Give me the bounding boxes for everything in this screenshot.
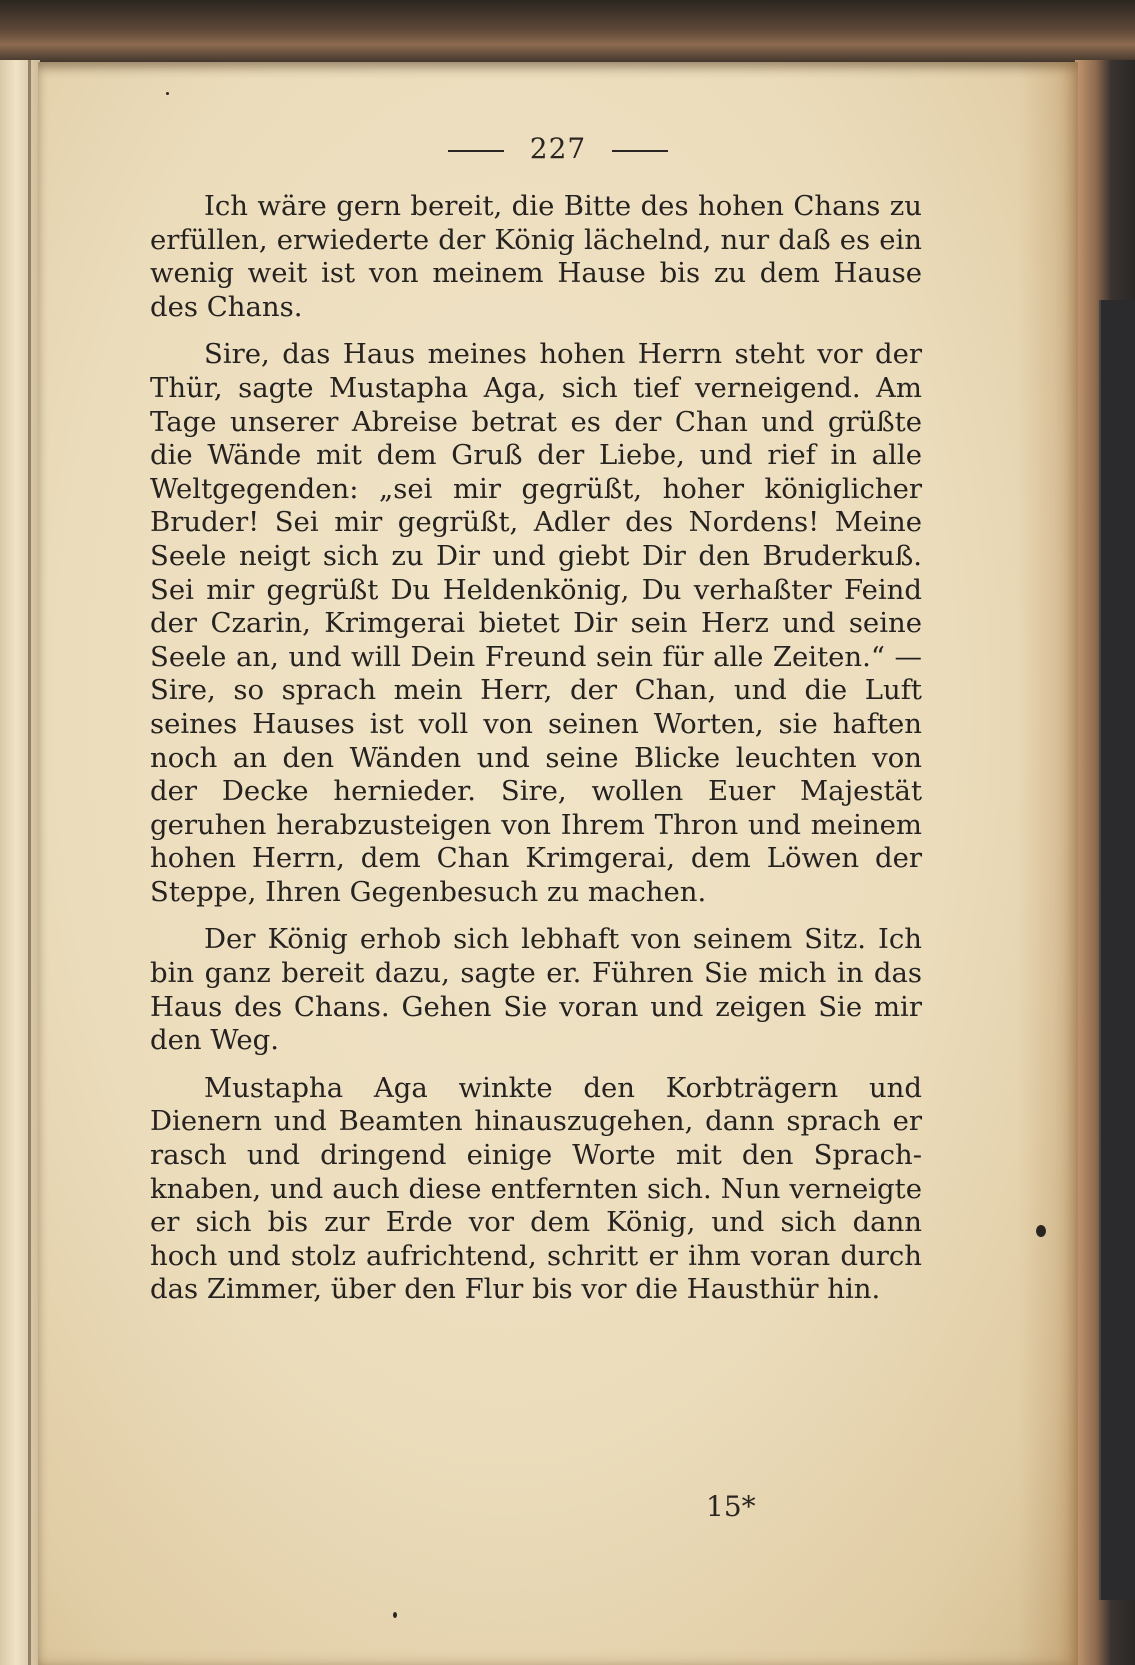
page-stack-left-edge <box>0 60 40 1665</box>
cover-top-edge <box>0 0 1135 64</box>
binding-line <box>28 60 31 1665</box>
ink-speck <box>393 1612 397 1618</box>
paragraph: Ich wäre gern bereit, die Bitte des hohen Chans zu erfüllen, erwiederte der König lächelnd, nur daß es ein wenig weit ist von meinem Hause bis zu dem Hause des Chans. <box>150 190 922 323</box>
book-page <box>38 62 1078 1665</box>
header-dash-left <box>448 150 504 152</box>
signature-mark: 15* <box>706 1490 756 1523</box>
ink-speck <box>1036 1225 1046 1237</box>
ink-speck <box>166 92 169 95</box>
running-header <box>38 132 1078 165</box>
page-right-shading <box>1018 62 1078 1665</box>
page-number: 227 <box>529 132 587 165</box>
cover-spine-dark <box>1099 300 1135 1600</box>
paragraph: Mustapha Aga winkte den Korbträgern und Dienern und Beamten hinauszugehen, dann sprach er rasch und dringend einige Worte mit den Sprachknaben, und auch diese entfernten sich. Nun verneigte er sich bis zur Erde vor dem König, und sich dann hoch und stolz aufrichtend, schritt er ihm voran durch das Zimmer, über den Flur bis vor die Hausthür hin. <box>150 1071 922 1306</box>
paragraph: Sire, das Haus meines hohen Herrn steht vor der Thür, sagte Mustapha Aga, sich tief verneigend. Am Tage unserer Abreise betrat es der Chan und grüßte die Wände mit dem Gruß der Liebe, und rief in alle Weltgegenden: „sei mir gegrüßt, hoher königlicher Bruder! Sei mir gegrüßt, Adler des Nordens! Meine Seele neigt sich zu Dir und giebt Dir den Bruderkuß. Sei mir gegrüßt Du Heldenkönig, Du verhaßter Feind der Czarin, Krimgerai bietet Dir sein Herz und seine Seele an, und will Dein Freund sein für alle Zeiten.“ — Sire, so sprach mein Herr, der Chan, und die Luft seines Hauses ist voll von seinen Worten, sie haften noch an den Wänden und seine Blicke leuchten von der Decke hernieder. Sire, wollen Euer Majestät geruhen herabzusteigen von Ihrem Thron und meinem hohen Herrn, dem Chan Krimgerai, dem Löwen der Steppe, Ihren Gegenbesuch zu machen. <box>150 338 922 908</box>
paragraph: Der König erhob sich lebhaft von seinem Sitz. Ich bin ganz bereit dazu, sagte er. Führen Sie mich in das Haus des Chans. Gehen Sie voran und zeigen Sie mir den Weg. <box>150 923 922 1057</box>
header-dash-right <box>612 150 668 152</box>
body-text <box>150 190 922 1321</box>
